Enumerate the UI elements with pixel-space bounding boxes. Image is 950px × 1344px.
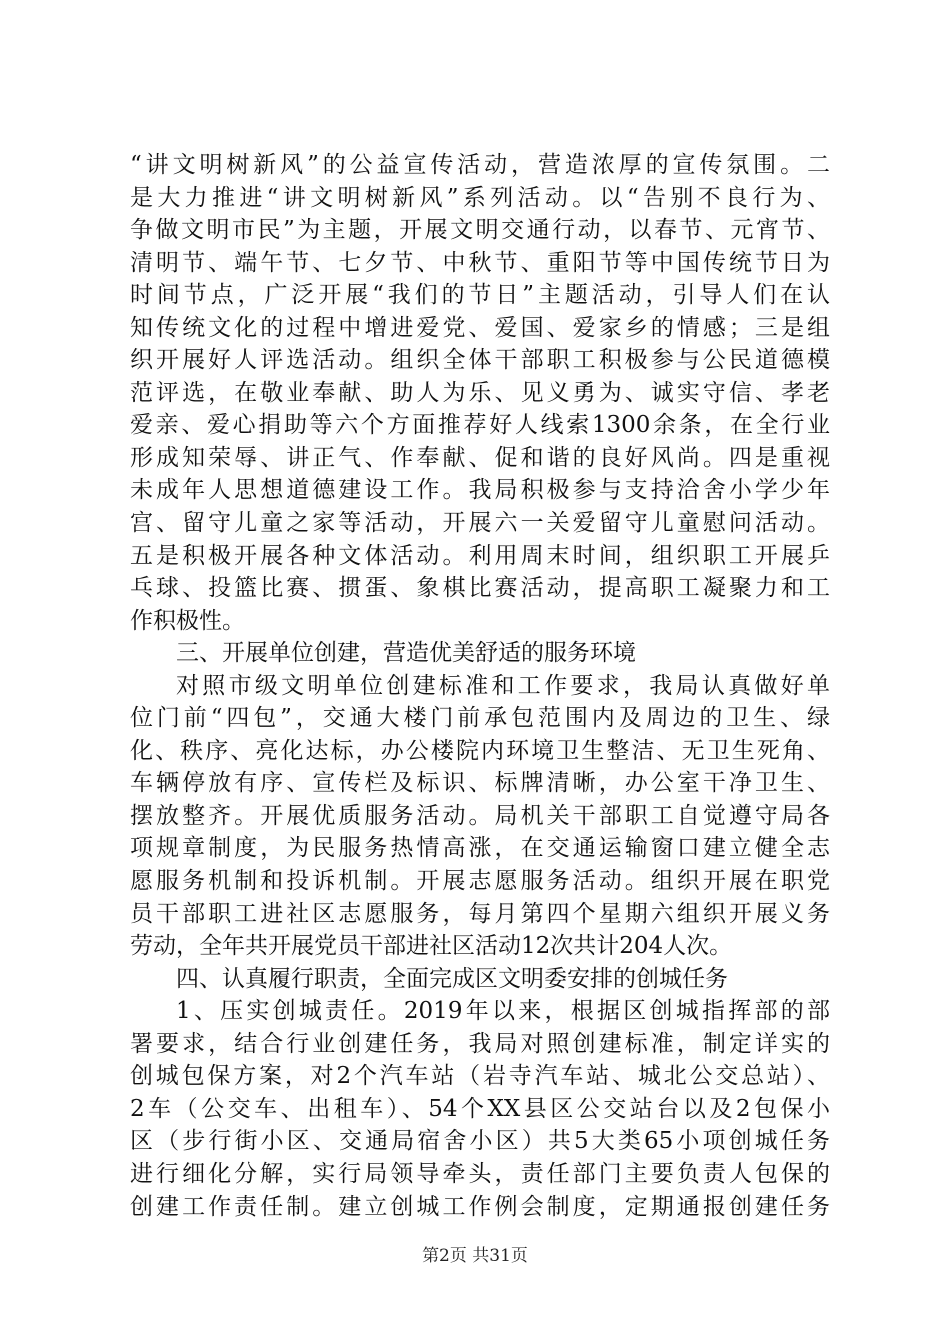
text-line: 创城包保方案，对2个汽车站（岩寺汽车站、城北公交总站）、 bbox=[130, 1063, 830, 1090]
text-line: 劳动，全年共开展党员干部进社区活动12次共计204人次。 bbox=[130, 933, 733, 960]
text-line: 创建工作责任制。建立创城工作例会制度，定期通报创建任务 bbox=[130, 1193, 830, 1220]
text-line: 五是积极开展各种文体活动。利用周末时间，组织职工开展乒 bbox=[130, 542, 830, 569]
text-line: 时间节点，广泛开展“我们的节日”主题活动，引导人们在认 bbox=[130, 282, 830, 309]
text-line: 项规章制度，为民服务热情高涨，在交通运输窗口建立健全志 bbox=[130, 835, 830, 862]
text-line: 乓球、投篮比赛、掼蛋、象棋比赛活动，提高职工凝聚力和工 bbox=[130, 575, 830, 602]
text-line: 宫、留守儿童之家等活动，开展六一关爱留守儿童慰问活动。 bbox=[130, 510, 830, 537]
text-line: 未成年人思想道德建设工作。我局积极参与支持洽舍小学少年 bbox=[130, 477, 830, 504]
text-line: 车辆停放有序、宣传栏及标识、标牌清晰，办公室干净卫生、 bbox=[130, 770, 830, 797]
text-line: 是大力推进“讲文明树新风”系列活动。以“告别不良行为、 bbox=[130, 184, 830, 211]
text-line: 区（步行街小区、交通局宿舍小区）共5大类65小项创城任务 bbox=[130, 1128, 830, 1155]
text-line: 对照市级文明单位创建标准和工作要求，我局认真做好单 bbox=[176, 672, 830, 699]
text-line: 摆放整齐。开展优质服务活动。局机关干部职工自觉遵守局各 bbox=[130, 802, 830, 829]
text-line: 化、秩序、亮化达标，办公楼院内环境卫生整洁、无卫生死角、 bbox=[130, 737, 830, 764]
text-line: 清明节、端午节、七夕节、中秋节、重阳节等中国传统节日为 bbox=[130, 249, 830, 276]
text-line: 知传统文化的过程中增进爱党、爱国、爱家乡的情感；三是组 bbox=[130, 314, 830, 341]
text-line: “讲文明树新风”的公益宣传活动，营造浓厚的宣传氛围。二 bbox=[130, 152, 830, 178]
text-line: 四、认真履行职责，全面完成区文明委安排的创城任务 bbox=[176, 965, 728, 992]
text-line: 爱亲、爱心捐助等六个方面推荐好人线索1300余条，在全行业 bbox=[130, 412, 830, 439]
text-line: 范评选，在敬业奉献、助人为乐、见义勇为、诚实守信、孝老 bbox=[130, 379, 830, 406]
text-line: 进行细化分解，实行局领导牵头，责任部门主要负责人包保的 bbox=[130, 1160, 830, 1187]
text-line: 员干部职工进社区志愿服务，每月第四个星期六组织开展义务 bbox=[130, 900, 830, 927]
text-line: 2车（公交车、出租车）、54个XX县区公交站台以及2包保小 bbox=[130, 1095, 830, 1122]
text-line: 位门前“四包”，交通大楼门前承包范围内及周边的卫生、绿 bbox=[130, 705, 830, 732]
text-line: 形成知荣辱、讲正气、作奉献、促和谐的良好风尚。四是重视 bbox=[130, 444, 830, 471]
text-line: 1、压实创城责任。2019年以来，根据区创城指挥部的部 bbox=[176, 998, 830, 1025]
text-line: 愿服务机制和投诉机制。开展志愿服务活动。组织开展在职党 bbox=[130, 868, 830, 895]
page-number-footer: 第2页 共31页 bbox=[422, 1246, 528, 1266]
document-body bbox=[130, 149, 830, 1223]
text-line: 署要求，结合行业创建任务，我局对照创建标准，制定详实的 bbox=[130, 1030, 830, 1057]
text-line: 三、开展单位创建，营造优美舒适的服务环境 bbox=[176, 640, 636, 667]
text-line: 织开展好人评选活动。组织全体干部职工积极参与公民道德模 bbox=[130, 347, 830, 374]
text-line: 作积极性。 bbox=[130, 607, 245, 634]
text-line: 争做文明市民”为主题，开展文明交通行动，以春节、元宵节、 bbox=[130, 217, 830, 244]
